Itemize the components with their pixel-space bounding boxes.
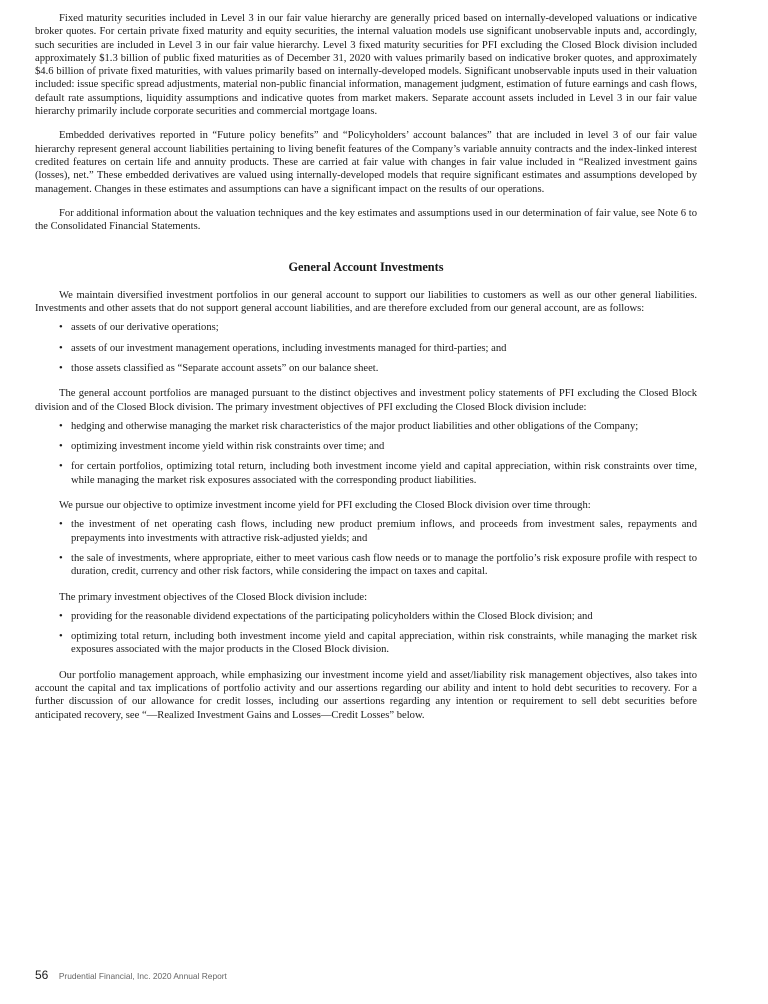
- list-item: • the sale of investments, where appropriate, either to meet various cash flow needs or to manage the portfolio’s risk exposure profile with respect to duration, credit, currency and other risk factors, while considering the impact on taxes and capital.: [59, 552, 697, 578]
- list-item: • optimizing total return, including both investment income yield and capital appreciation, within risk constraints, while managing the market risk exposures associated with the major products in the Closed Block division.: [59, 631, 697, 656]
- list-item: • for certain portfolios, optimizing total return, including both investment income yield and capital appreciation, within risk constraints over time, while managing the market risk exposures associated with the corresponding product liabilities.: [59, 461, 697, 486]
- optimize-yield-list: [35, 518, 697, 578]
- pfi-objectives-list: [35, 420, 697, 487]
- document-body: [35, 12, 697, 733]
- closed-block-objectives-list: [35, 610, 697, 657]
- list-item: • optimizing investment income yield within risk constraints over time; and: [59, 441, 385, 453]
- section-title: General Account Investments: [288, 260, 444, 275]
- bullet-icon: •: [59, 610, 63, 622]
- list-item: • the investment of net operating cash flows, including new product premium inflows, and proceeds from investment sales, repayments and prepayments into investments with attractive risk-adjusted yields; and: [59, 519, 697, 544]
- report-label: Prudential Financial, Inc. 2020 Annual Report: [58, 971, 227, 981]
- bullet-icon: •: [59, 342, 63, 354]
- bullet-icon: •: [59, 552, 63, 564]
- page-footer: [35, 966, 227, 984]
- page-number: 56: [35, 968, 49, 982]
- paragraph-optimize-yield: We pursue our objective to optimize investment income yield for PFI excluding the Closed Block division over time through:: [59, 500, 591, 512]
- list-item: • those assets classified as “Separate account assets” on our balance sheet.: [59, 362, 379, 374]
- bullet-icon: •: [59, 420, 63, 432]
- bullet-icon: •: [59, 461, 63, 473]
- paragraph-closed-block-objectives: The primary investment objectives of the Closed Block division include:: [59, 591, 368, 603]
- list-item: • assets of our investment management operations, including investments managed for third-parties; and: [59, 342, 507, 354]
- list-item: • providing for the reasonable dividend expectations of the participating policyholders within the Closed Block division; and: [59, 610, 593, 622]
- list-item: • hedging and otherwise managing the market risk characteristics of the major product liabilities and other obligations of the Company;: [59, 420, 639, 432]
- bullet-icon: •: [59, 631, 63, 643]
- paragraph-portfolio-objectives: The general account portfolios are managed pursuant to the distinct objectives and investment policy statements of PFI excluding the Closed Block division and of the Closed Block division. The primary investment objectives of PFI excluding the Closed Block division include:: [35, 388, 697, 413]
- paragraph-embedded-derivatives: Embedded derivatives reported in “Future policy benefits” and “Policyholders’ account balances” that are included in level 3 of our fair value hierarchy represent general account liabilities pertaining to living benefit features of the Company’s variable annuity contracts and the index-linked interest credited features on certain life and annuity products. These are carried at fair value with changes in fair value included in “Realized investment gains (losses), net.” These embedded derivatives are valued using internally-developed models that require significant estimates and assumptions developed by management. Changes in these estimates and assumptions can have a significant impact on the results of our operations.: [35, 130, 697, 195]
- bullet-icon: •: [59, 441, 63, 453]
- bullet-icon: •: [59, 362, 63, 374]
- paragraph-general-account-intro: We maintain diversified investment portfolios in our general account to support our liabilities to customers as well as our other general liabilities. Investments and other assets that do not support general account liabilities, and are therefore excluded from our general account, are as follows:: [35, 289, 697, 315]
- bullet-icon: •: [59, 322, 63, 334]
- paragraph-valuation-reference: For additional information about the valuation techniques and the key estimates and assumptions used in our determination of fair value, see Note 6 to the Consolidated Financial Statements.: [35, 207, 697, 233]
- paragraph-portfolio-management: Our portfolio management approach, while emphasizing our investment income yield and asset/liability risk management objectives, also takes into account the capital and tax implications of portfolio activity and our assertions regarding our ability and intent to hold debt securities to recovery. For a further discussion of our allowance for credit losses, including our assertions regarding any intention or requirement to sell debt securities before anticipated recovery, see “—Realized Investment Gains and Losses—Credit Losses” below.: [35, 669, 697, 721]
- list-item: • assets of our derivative operations;: [59, 322, 219, 334]
- bullet-icon: •: [59, 519, 63, 531]
- excluded-assets-list: [35, 321, 697, 375]
- paragraph-level3-fixed-maturities: Fixed maturity securities included in Level 3 in our fair value hierarchy are generally priced based on internally-developed valuations or indicative broker quotes. For certain private fixed maturity and equity securities, the internal valuation models use significant unobservable inputs and, accordingly, such securities are included in Level 3 in our fair value hierarchy. Level 3 fixed maturity securities for PFI excluding the Closed Block division included approximately $1.3 billion of public fixed maturities as of December 31, 2020 with values primarily based on indicative broker quotes, and approximately $4.6 billion of private fixed maturities, with values primarily based on internally-developed models. Significant unobservable inputs used in their valuation included: issue specific spread adjustments, material non-public financial information, management judgment, estimation of future earnings and cash flows, default rate assumptions, liquidity assumptions and indicative quotes from market makers. Separate account assets included in Level 3 in our fair value hierarchy primarily include corporate securities and commercial mortgage loans.: [35, 13, 697, 118]
